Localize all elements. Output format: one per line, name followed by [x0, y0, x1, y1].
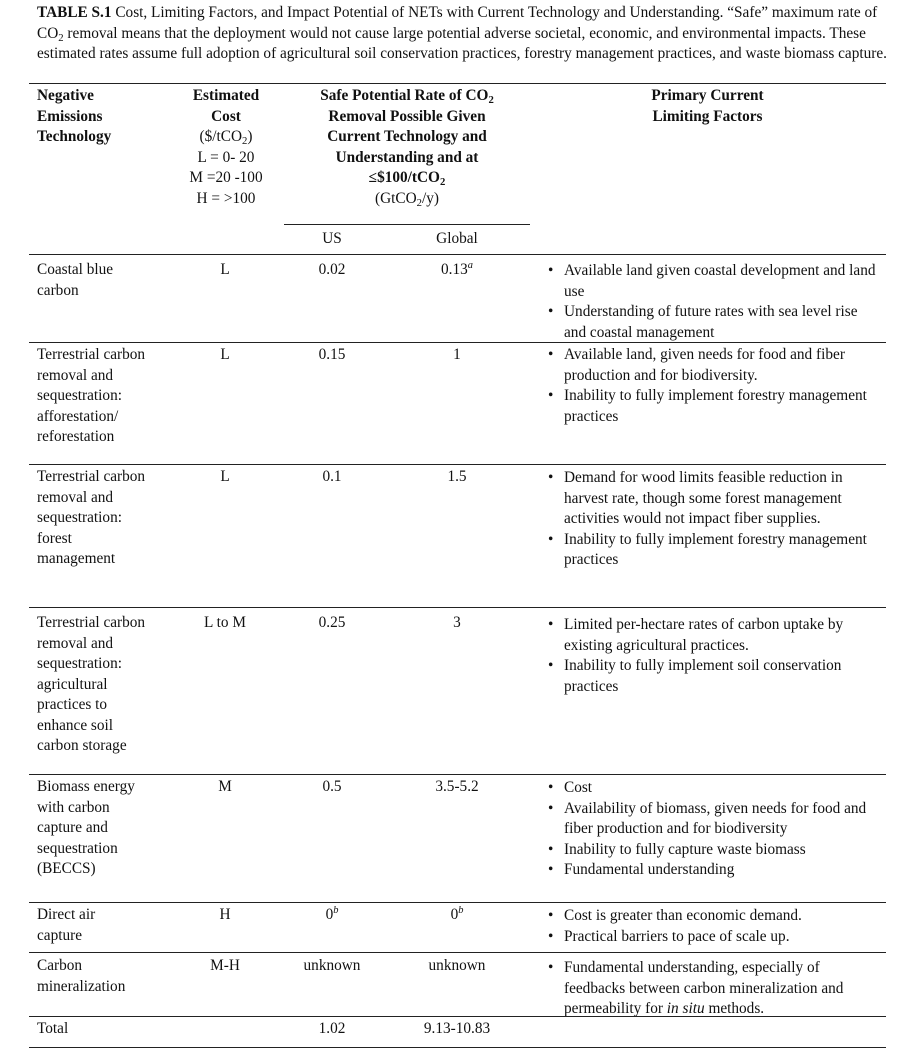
row-technology: Biomass energy with carbon capture and sequestration (BECCS): [37, 778, 135, 877]
total-label: Total: [37, 1020, 69, 1037]
row-us-rate: unknown: [303, 957, 361, 974]
row-global-rate: unknown: [428, 957, 486, 974]
header-rate-title: Understanding and at: [335, 148, 479, 166]
global-value: 0.13: [441, 261, 468, 278]
row-us-rate: [292, 260, 372, 281]
limiting-factor: • Understanding of future rates with sea level rise and coastal management: [545, 302, 880, 343]
header-rate-threshold: [278, 168, 536, 189]
header-technology-line: Emissions: [37, 107, 103, 125]
cost-level-high: H = >100: [196, 189, 256, 207]
row-global-rate: 1: [453, 346, 461, 363]
header-global: Global: [436, 230, 478, 247]
rate-title-subscript: 2: [488, 94, 494, 106]
row-global-rate: [403, 905, 511, 926]
rate-title-text: Safe Potential Rate of CO: [320, 87, 489, 104]
limiting-factor: • Limited per-hectare rates of carbon uptake by existing agricultural practices.: [545, 615, 880, 656]
row-limiting-factors: [545, 906, 880, 947]
total-us: 1.02: [318, 1020, 346, 1037]
us-value: 0.02: [318, 261, 346, 278]
footnote-marker: b: [458, 905, 464, 916]
header-subcolumn-rule: [284, 224, 530, 225]
header-us: US: [322, 230, 342, 247]
limiting-factor: • Fundamental understanding: [545, 860, 880, 881]
row-global-rate: 1.5: [447, 468, 467, 485]
row-technology: Terrestrial carbon removal and sequestration: agricultural practices to enhance soil carbon storage: [37, 614, 146, 754]
rate-unit-subscript: 2: [416, 196, 422, 209]
limiting-factor: • Practical barriers to pace of scale up.: [545, 927, 880, 948]
rate-threshold-subscript: 2: [439, 176, 446, 188]
rate-unit-text: (GtCO: [374, 189, 417, 207]
header-cost-title: Cost: [211, 107, 241, 125]
table-bottom-rule: [29, 1047, 886, 1048]
limiting-factor-italic: in situ: [666, 1000, 705, 1017]
limiting-factor: • Cost is greater than economic demand.: [545, 906, 880, 927]
limiting-factor: [545, 958, 880, 1020]
header-technology: [37, 86, 187, 148]
row-us-rate: 0.15: [318, 346, 346, 363]
row-cost: L: [220, 261, 230, 278]
row-technology: Carbon mineralization: [37, 957, 126, 995]
table-label: TABLE S.1: [37, 4, 112, 21]
caption-subscript: 2: [58, 31, 64, 44]
limiting-factor: • Available land, given needs for food and fiber production and for biodiversity.: [545, 345, 880, 386]
limiting-factor-text: Fundamental understanding, especially of feedbacks between carbon mineralization and permeability for: [564, 959, 844, 1017]
row-technology: Coastal blue carbon: [37, 261, 114, 299]
row-us-rate: [292, 905, 372, 926]
row-us-rate: 0.25: [318, 614, 346, 631]
header-limits-line: Primary Current: [651, 87, 764, 104]
row-technology: Direct air capture: [37, 906, 96, 944]
row-global-rate: [403, 260, 511, 281]
row-technology: Terrestrial carbon removal and sequestration: forest management: [37, 468, 146, 567]
row-cost: M-H: [210, 957, 240, 974]
caption-text-rest: removal means that the deployment would not cause large potential adverse societal, economic, and environmental impacts. These estimated rates assume full adoption of agricultural soil conservation practices, forestry management practices, and waste biomass capture.: [37, 24, 887, 62]
header-top-rule: [29, 83, 886, 84]
rate-unit-close: /y): [422, 189, 439, 207]
row-us-rate: 0.1: [322, 468, 342, 485]
row-cost: L: [220, 468, 230, 485]
header-cost-unit: [178, 127, 274, 148]
header-limits-line: Limiting Factors: [652, 107, 763, 125]
header-cost: [178, 86, 274, 209]
global-value: 0: [450, 906, 459, 923]
header-cost-title: Estimated: [192, 87, 260, 104]
limiting-factor: • Inability to fully implement soil conservation practices: [545, 656, 880, 697]
row-limiting-factors: [545, 778, 880, 881]
limiting-factor: • Available land given coastal development and land use: [545, 261, 880, 302]
row-rule: [29, 902, 886, 903]
footnote-marker: b: [333, 905, 339, 916]
header-limits: [585, 86, 830, 127]
row-limiting-factors: [545, 958, 880, 1020]
row-rule: [29, 952, 886, 953]
row-rule: [29, 774, 886, 775]
cost-level-medium: M =20 -100: [189, 169, 263, 186]
row-limiting-factors: [545, 261, 880, 343]
row-cost: L to M: [204, 614, 246, 631]
header-technology-line: Negative: [37, 87, 94, 104]
header-rate-title: Removal Possible Given: [328, 107, 486, 125]
total-global: 9.13-10.83: [423, 1020, 491, 1037]
row-cost: L: [220, 346, 230, 363]
row-rule: [29, 607, 886, 608]
row-global-rate: 3: [453, 614, 461, 631]
limiting-factor: • Demand for wood limits feasible reduction in harvest rate, though some forest management activities would not impact fiber supplies.: [545, 468, 880, 530]
header-rate-title-first: [278, 86, 536, 107]
row-rule: [29, 464, 886, 465]
header-rate-title: Current Technology and: [327, 128, 487, 145]
row-limiting-factors: [545, 468, 880, 571]
row-limiting-factors: [545, 615, 880, 697]
limiting-factor: • Inability to fully implement forestry management practices: [545, 386, 880, 427]
limiting-factor: • Cost: [545, 778, 880, 799]
row-technology: Terrestrial carbon removal and sequestration: afforestation/ reforestation: [37, 346, 146, 445]
header-rate: [278, 86, 536, 209]
rate-threshold-text: ≤$100/tCO: [368, 169, 440, 186]
limiting-factor: • Inability to fully implement forestry management practices: [545, 530, 880, 571]
header-bottom-rule: [29, 254, 886, 255]
row-rule: [29, 1016, 886, 1017]
limiting-factor: • Availability of biomass, given needs for food and fiber production and for biodiversity: [545, 799, 880, 840]
cost-unit-text: ($/tCO: [199, 128, 243, 145]
cost-unit-close: ): [247, 128, 253, 145]
row-cost: H: [219, 906, 231, 923]
caption-text: Cost, Limiting Factors, and Impact Potential of NETs with Current Technology and Understanding. “Safe” maximum rate of CO: [37, 4, 878, 42]
footnote-marker: a: [467, 260, 473, 271]
limiting-factor-text-end: methods.: [704, 1000, 765, 1017]
row-limiting-factors: [545, 345, 880, 427]
table-caption: [37, 3, 887, 65]
row-rule: [29, 342, 886, 343]
cost-unit-subscript: 2: [242, 135, 248, 147]
cost-level-low: L = 0- 20: [197, 148, 255, 166]
row-cost: M: [218, 778, 232, 795]
us-value: 0: [325, 906, 334, 923]
row-us-rate: 0.5: [322, 778, 342, 795]
header-technology-line: Technology: [37, 128, 112, 145]
row-global-rate: 3.5-5.2: [435, 778, 479, 795]
limiting-factor: • Inability to fully capture waste biomass: [545, 840, 880, 861]
header-rate-unit: [278, 189, 536, 210]
